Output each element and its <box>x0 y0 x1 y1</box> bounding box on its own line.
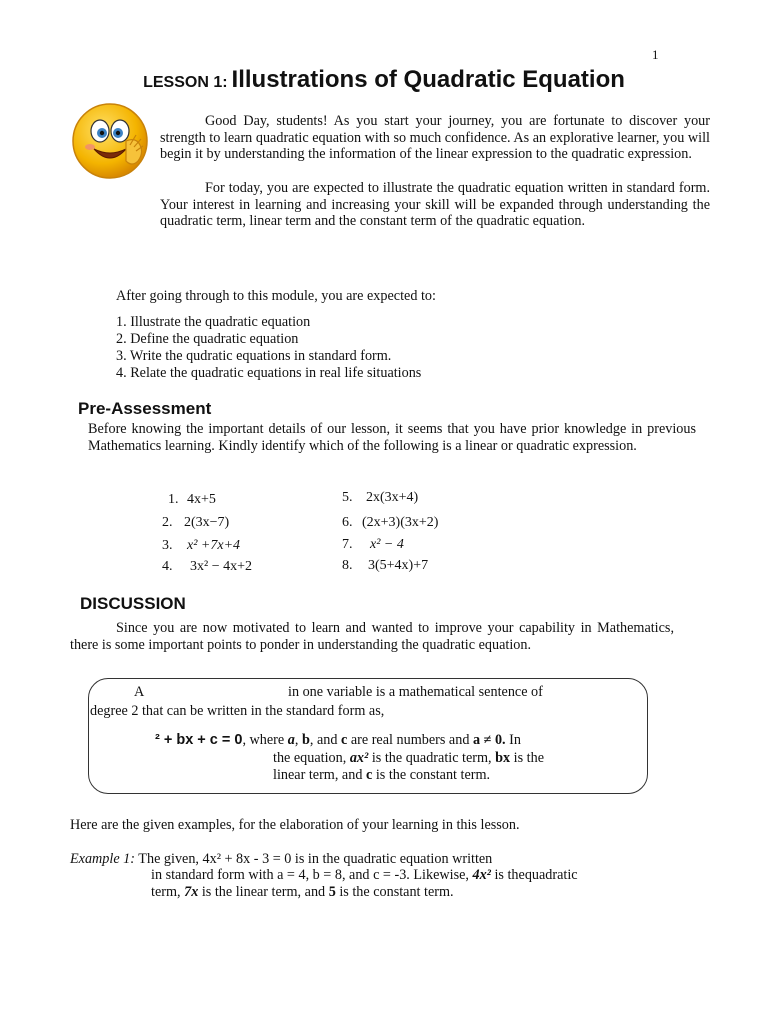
waving-emoji-icon <box>70 101 152 183</box>
definition-line2: degree 2 that can be written in the standard form as, <box>90 703 385 719</box>
linear-term: bx <box>495 750 511 766</box>
text: is the quadratic term, <box>368 750 496 766</box>
definition-formula-line <box>155 732 521 749</box>
expr-number: 6. <box>342 515 353 530</box>
pre-assessment-heading: Pre-Assessment <box>78 399 212 418</box>
intro-paragraph-1: Good Day, students! As you start your journey, you are fortunate to discover your strength to learn quadratic equation with so much confidence. As an explorative learner, you will begin it by understanding the information of the linear expression to the quadratic expression. <box>160 113 710 163</box>
text: linear term, and <box>273 767 366 783</box>
expr-number: 2. <box>162 515 173 530</box>
expression: (2x+3)(3x+2) <box>362 515 439 530</box>
expression: 2x(3x+4) <box>366 490 419 505</box>
list-item: 1. Illustrate the quadratic equation <box>116 314 311 330</box>
text: The given, 4x² + 8x - 3 = 0 is in the quadratic equation written <box>135 851 493 867</box>
quadratic-term: ax² <box>349 750 369 766</box>
bold-term: 7x <box>184 884 199 900</box>
page-title <box>0 66 768 94</box>
expression: 2(3x−7) <box>184 515 230 530</box>
definition-line1: in one variable is a mathematical sentence of <box>288 684 543 700</box>
expr-number: 7. <box>342 537 353 552</box>
example1-line1 <box>70 851 492 868</box>
objectives-list <box>116 314 421 382</box>
list-item: 4. Relate the quadratic equations in real life situations <box>116 365 422 381</box>
text: are real numbers and <box>347 732 473 748</box>
expression: 3x² − 4x+2 <box>190 559 252 574</box>
example1-line3 <box>151 884 454 901</box>
var-c: c <box>340 732 348 748</box>
expression: x² +7x+4 <box>187 538 241 553</box>
discussion-heading: DISCUSSION <box>80 594 186 613</box>
constant-term: c <box>365 767 373 783</box>
lesson-heading: Illustrations of Quadratic Equation <box>231 66 625 93</box>
text: is the <box>510 750 545 766</box>
bold-term: 5 <box>328 884 336 900</box>
text: the equation, <box>273 750 350 766</box>
text: , <box>294 732 302 748</box>
text: is thequadratic <box>490 867 578 883</box>
text: In <box>505 732 521 748</box>
objectives-lead: After going through to this module, you are expected to: <box>116 288 436 304</box>
examples-lead: Here are the given examples, for the elaboration of your learning in this lesson. <box>70 817 520 833</box>
expression: 4x+5 <box>187 492 216 507</box>
definition-line4 <box>273 750 544 767</box>
expr-number: 5. <box>342 490 353 505</box>
expr-number: 8. <box>342 558 353 573</box>
intro-paragraph-2: For today, you are expected to illustrate the quadratic equation written in standard form. Your interest in learning and increasing your skill will be expanded through understanding the quadratic term, linear term and the constant term of the quadratic equation. <box>160 180 710 230</box>
expr-number: 4. <box>162 559 173 574</box>
expression: x² − 4 <box>370 537 404 552</box>
standard-form-formula: ² + bx + c = 0 <box>155 732 243 748</box>
text: is the linear term, and <box>198 884 329 900</box>
discussion-text: Since you are now motivated to learn and wanted to improve your capability in Mathematics, there is some important points to ponder in understanding the quadratic equation. <box>70 620 674 653</box>
bold-term: 4x² <box>472 867 491 883</box>
text: term, <box>151 884 185 900</box>
list-item: 3. Write the qudratic equations in standard form. <box>116 348 392 364</box>
definition-a: A <box>134 684 145 700</box>
text: , where <box>242 732 288 748</box>
list-item: 2. Define the quadratic equation <box>116 331 299 347</box>
condition: a ≠ 0. <box>472 732 506 748</box>
lesson-label: LESSON 1: <box>143 74 228 91</box>
text: , and <box>309 732 341 748</box>
text: in standard form with a = 4, b = 8, and c = -3. Likewise, <box>151 867 473 883</box>
var-a: a <box>287 732 295 748</box>
example-label: Example 1: <box>70 851 136 867</box>
definition-line5 <box>273 767 490 784</box>
example1-line2 <box>151 867 578 884</box>
page-number: 1 <box>652 47 659 62</box>
expr-number: 3. <box>162 538 173 553</box>
expr-number: 1. <box>168 492 179 507</box>
expression: 3(5+4x)+7 <box>368 558 429 573</box>
text: is the constant term. <box>335 884 454 900</box>
text: is the constant term. <box>372 767 491 783</box>
var-b: b <box>301 732 310 748</box>
pre-assessment-text: Before knowing the important details of our lesson, it seems that you have prior knowledge in previous Mathematics learning. Kindly identify which of the following is a linear or quadratic expression. <box>88 421 696 454</box>
